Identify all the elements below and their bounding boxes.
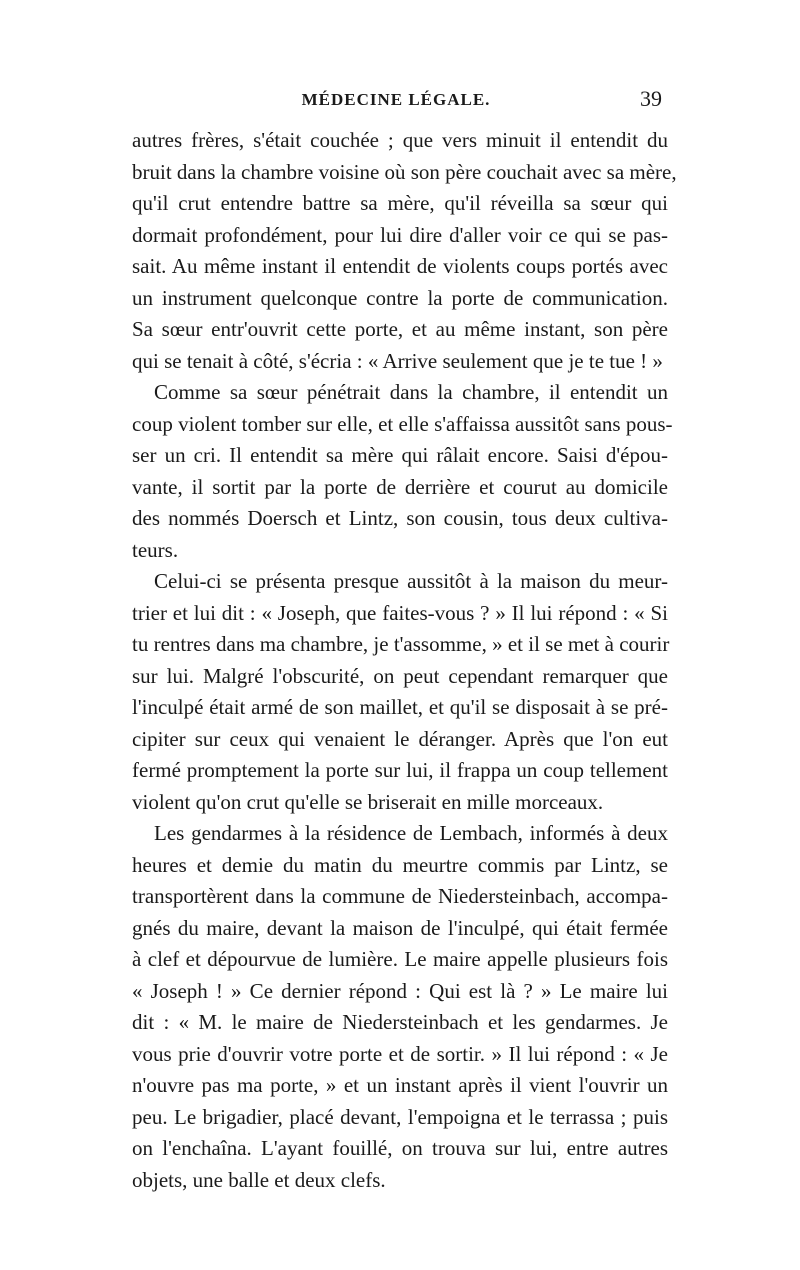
text-line: des nommés Doersch et Lintz, son cousin, tous deux cultiva- — [132, 506, 668, 530]
text-line: transportèrent dans la commune de Niedersteinbach, accompa- — [132, 884, 668, 908]
text-line: dormait profondément, pour lui dire d'aller voir ce qui se pas- — [132, 222, 668, 247]
text-line: ser un cri. Il entendit sa mère qui râlait encore. Saisi d'épou- — [132, 443, 668, 467]
text-line: heures et demie du matin du meurtre commis par Lintz, se — [132, 852, 668, 877]
text-line: teurs. — [132, 537, 179, 562]
text-line: gnés du maire, devant la maison de l'inculpé, qui était fermée — [132, 915, 668, 940]
text-line: sait. Au même instant il entendit de violents coups portés avec — [132, 254, 668, 278]
text-line: cipiter sur ceux qui venaient le déranger. Après que l'on eut — [132, 726, 668, 751]
page-number: 39 — [640, 86, 662, 111]
text-line: vante, il sortit par la porte de derrière et courut au domicile — [132, 474, 668, 499]
text-line: on l'enchaîna. L'ayant fouillé, on trouva sur lui, entre autres — [132, 1136, 668, 1160]
text-line: tu rentres dans ma chambre, je t'assomme, » et il se met à courir — [132, 632, 670, 656]
running-title: MÉDECINE LÉGALE. — [301, 90, 491, 109]
text-line: qui se tenait à côté, s'écria : « Arrive seulement que je te tue ! » — [132, 348, 663, 373]
text-line: sur lui. Malgré l'obscurité, on peut cependant remarquer que — [132, 663, 668, 688]
paragraph-start-line: Comme sa sœur pénétrait dans la chambre, il entendit un — [154, 380, 668, 404]
text-line: objets, une balle et deux clefs. — [132, 1167, 386, 1192]
text-line: fermé promptement la porte sur lui, il frappa un coup tellement — [132, 758, 668, 782]
text-line: un instrument quelconque contre la porte de communication. — [132, 285, 668, 310]
text-line: violent qu'on crut qu'elle se briserait en mille morceaux. — [132, 789, 604, 814]
text-line: vous prie d'ouvrir votre porte et de sortir. » Il lui répond : « Je — [132, 1041, 668, 1066]
text-line: coup violent tomber sur elle, et elle s'affaissa aussitôt sans pous- — [132, 411, 673, 436]
text-line: peu. Le brigadier, placé devant, l'empoigna et le terrassa ; puis — [132, 1104, 668, 1129]
body-text — [132, 125, 677, 1196]
text-line: trier et lui dit : « Joseph, que faites-vous ? » Il lui répond : « Si — [132, 600, 668, 625]
text-line: dit : « M. le maire de Niedersteinbach et les gendarmes. Je — [132, 1010, 668, 1034]
paragraph-start-line: Les gendarmes à la résidence de Lembach, informés à deux — [154, 821, 668, 845]
text-line: à clef et dépourvue de lumière. Le maire appelle plusieurs fois — [132, 947, 668, 971]
text-line: bruit dans la chambre voisine où son père couchait avec sa mère, — [132, 159, 677, 184]
paragraph-start-line: Celui-ci se présenta presque aussitôt à la maison du meur- — [154, 569, 668, 593]
text-line: autres frères, s'était couchée ; que vers minuit il entendit du — [132, 128, 668, 152]
text-line: l'inculpé était armé de son maillet, et qu'il se disposait à se pré- — [132, 695, 668, 719]
text-line: « Joseph ! » Ce dernier répond : Qui est là ? » Le maire lui — [132, 978, 668, 1003]
page-header — [130, 86, 662, 118]
text-line: qu'il crut entendre battre sa mère, qu'il réveilla sa sœur qui — [132, 191, 668, 215]
text-line: Sa sœur entr'ouvrit cette porte, et au même instant, son père — [132, 317, 668, 341]
text-line: n'ouvre pas ma porte, » et un instant après il vient l'ouvrir un — [132, 1073, 668, 1097]
